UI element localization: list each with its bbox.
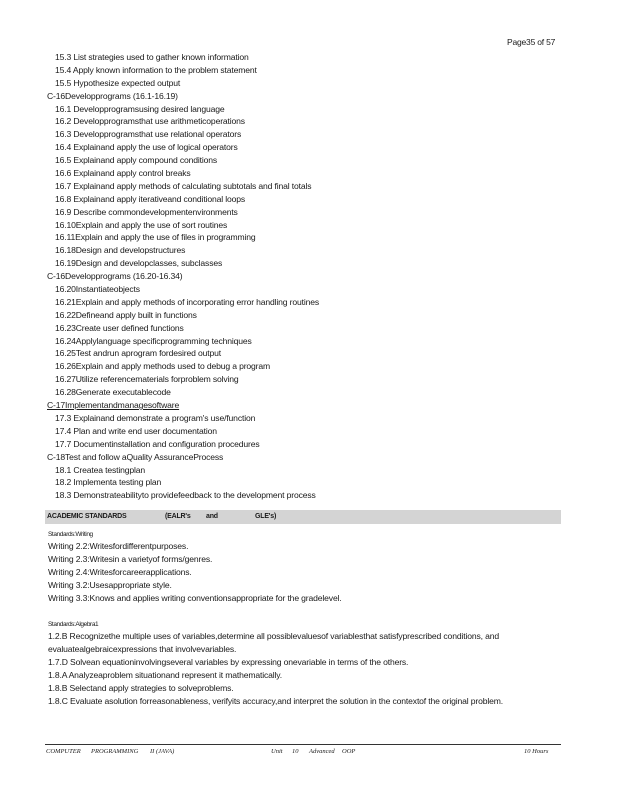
competency-text: 16.24Applylanguage specificprogramming techniques bbox=[55, 335, 252, 346]
competency-text: 16.9 Describe commondevelopmentenvironments bbox=[55, 206, 238, 217]
algebra-standard-item: 1.8.C Evaluate asolution forreasonableness, verifyits accuracy,and interpret the solution in the contextof the original problem. bbox=[48, 695, 503, 706]
competency-text: 16.6 Explainand apply control breaks bbox=[55, 168, 191, 179]
footer-course: COMPUTER bbox=[46, 748, 81, 755]
competency-heading bbox=[47, 451, 567, 464]
competency-item bbox=[47, 425, 567, 438]
footer-unit-number: 10 bbox=[292, 748, 299, 755]
competency-item bbox=[47, 167, 567, 180]
writing-standard-item: Writing 2.4:Writesforcareerapplications. bbox=[48, 566, 192, 577]
algebra-items bbox=[48, 630, 564, 707]
writing-standard-item: Writing 3.2:Usesappropriate style. bbox=[48, 579, 172, 590]
competency-item bbox=[47, 335, 567, 348]
competency-heading bbox=[47, 90, 567, 103]
competency-text: 18.1 Createa testingplan bbox=[55, 464, 146, 475]
competency-text: 16.23Create user defined functions bbox=[55, 322, 184, 333]
competency-text: 16.27Utilize referencematerials forproblem solving bbox=[55, 374, 239, 385]
footer-unit-topic: OOP bbox=[342, 748, 356, 755]
footer-divider bbox=[45, 744, 561, 745]
competency-item bbox=[47, 476, 567, 489]
competency-item bbox=[47, 103, 567, 116]
competency-item bbox=[47, 231, 567, 244]
competency-item bbox=[47, 115, 567, 128]
page-number: Page35 of 57 bbox=[507, 37, 556, 47]
competency-text: 18.2 Implementa testing plan bbox=[55, 477, 162, 488]
competency-item bbox=[47, 489, 567, 502]
footer-unit-name: Advanced bbox=[309, 748, 335, 755]
competency-item bbox=[47, 309, 567, 322]
competency-text: 16.11Explain and apply the use of files in programming bbox=[55, 232, 256, 243]
competency-text: 16.21Explain and apply methods of incorporating error handling routines bbox=[55, 296, 320, 307]
competency-heading bbox=[47, 270, 567, 283]
competency-text: C-17Implementandmanagesoftware bbox=[47, 400, 180, 411]
writing-standards bbox=[48, 530, 564, 605]
competency-text: 16.28Generate executablecode bbox=[55, 387, 171, 398]
competency-item bbox=[47, 141, 567, 154]
competency-item bbox=[47, 64, 567, 77]
academic-standards-label: ACADEMIC STANDARDS bbox=[47, 513, 127, 520]
writing-standard-item: Writing 2.3:Writesin a varietyof forms/genres. bbox=[48, 553, 213, 564]
competency-text: 16.26Explain and apply methods used to debug a program bbox=[55, 361, 271, 372]
competency-text: 16.20Instantiateobjects bbox=[55, 284, 140, 295]
writing-heading: Standards:Writing bbox=[48, 531, 93, 538]
algebra-standard-item: 1.8.A Analyzeaproblem situationand represent it mathematically. bbox=[48, 669, 283, 680]
competency-item bbox=[47, 219, 567, 232]
competency-text: 15.3 List strategies used to gather known information bbox=[55, 52, 249, 62]
competency-item bbox=[47, 412, 567, 425]
competency-text: 15.5 Hypothesize expected output bbox=[55, 77, 181, 88]
algebra-standards bbox=[48, 620, 564, 707]
competency-text: 16.4 Explainand apply the use of logical operators bbox=[55, 142, 238, 153]
competency-item bbox=[47, 128, 567, 141]
footer-level: II (JAVA) bbox=[150, 748, 175, 755]
writing-standard-item: Writing 3.3:Knows and applies writing conventionsappropriate for the gradelevel. bbox=[48, 592, 342, 603]
competency-text: 16.10Explain and apply the use of sort routines bbox=[55, 219, 228, 230]
competency-item bbox=[47, 464, 567, 477]
competency-item bbox=[47, 438, 567, 451]
algebra-standard-item: 1.7.D Solvean equationinvolvingseveral variables by expressing onevariable in terms of the others. bbox=[48, 656, 409, 667]
footer-unit-label: Unit bbox=[271, 748, 283, 755]
competency-item bbox=[47, 154, 567, 167]
competency-text: 17.3 Explainand demonstrate a program's use/function bbox=[55, 412, 256, 423]
gle-label: GLE's) bbox=[255, 513, 277, 520]
competency-item bbox=[47, 283, 567, 296]
competency-heading bbox=[47, 399, 567, 412]
competency-text: 16.19Design and developclasses, subclasses bbox=[55, 258, 223, 269]
competency-item bbox=[47, 244, 567, 257]
competency-item bbox=[47, 386, 567, 399]
academic-standards-band bbox=[45, 510, 561, 524]
competency-text: 16.8 Explainand apply iterativeand conditional loops bbox=[55, 193, 245, 204]
competency-item bbox=[47, 77, 567, 90]
algebra-standard-item: 1.8.B Selectand apply strategies to solveproblems. bbox=[48, 682, 234, 693]
competency-list bbox=[47, 51, 567, 502]
algebra-heading: Standards:Algebra1 bbox=[48, 621, 99, 628]
competency-text: 16.5 Explainand apply compound conditions bbox=[55, 155, 218, 166]
competency-item bbox=[47, 360, 567, 373]
competency-text: 18.3 Demonstrateabilityto providefeedback to the development process bbox=[55, 490, 316, 501]
footer-programming: PROGRAMMING bbox=[91, 748, 139, 755]
competency-item bbox=[47, 322, 567, 335]
competency-text: C-16Developprograms (16.1-16.19) bbox=[47, 90, 178, 101]
competency-text: C-18Test and follow aQuality AssuranceProcess bbox=[47, 451, 224, 462]
competency-text: 16.3 Developprogramsthat use relational operators bbox=[55, 129, 242, 140]
competency-text: 17.4 Plan and write end user documentation bbox=[55, 425, 217, 436]
competency-item bbox=[47, 296, 567, 309]
competency-text: 16.22Defineand apply built in functions bbox=[55, 309, 197, 320]
competency-item bbox=[47, 373, 567, 386]
ealr-label: (EALR's bbox=[165, 513, 191, 520]
writing-standard-item: Writing 2.2:Writesfordifferentpurposes. bbox=[48, 541, 189, 551]
competency-item bbox=[47, 206, 567, 219]
competency-item bbox=[47, 347, 567, 360]
writing-items bbox=[48, 540, 564, 605]
competency-text: 16.7 Explainand apply methods of calculating subtotals and final totals bbox=[55, 180, 312, 191]
competency-item bbox=[47, 51, 567, 64]
competency-text: 16.2 Developprogramsthat use arithmeticoperations bbox=[55, 116, 245, 127]
competency-text: 17.7 Documentinstallation and configuration procedures bbox=[55, 438, 260, 449]
competency-item bbox=[47, 257, 567, 270]
footer-hours: 10 Hours bbox=[524, 748, 549, 755]
competency-text: 16.18Design and developstructures bbox=[55, 245, 186, 256]
and-label: and bbox=[206, 513, 218, 520]
competency-item bbox=[47, 193, 567, 206]
competency-text: 16.25Test andrun aprogram fordesired output bbox=[55, 348, 222, 359]
competency-text: 15.4 Apply known information to the problem statement bbox=[55, 64, 257, 75]
competency-item bbox=[47, 180, 567, 193]
competency-text: 16.1 Developprogramsusing desired language bbox=[55, 103, 225, 114]
algebra-standard-item: 1.2.B Recognizethe multiple uses of variables,determine all possiblevaluesof variablesthat satisfyprescribed conditions, and evaluatealgebraicexpressions that involvevariables. bbox=[48, 631, 499, 654]
competency-text: C-16Developprograms (16.20-16.34) bbox=[47, 271, 183, 282]
